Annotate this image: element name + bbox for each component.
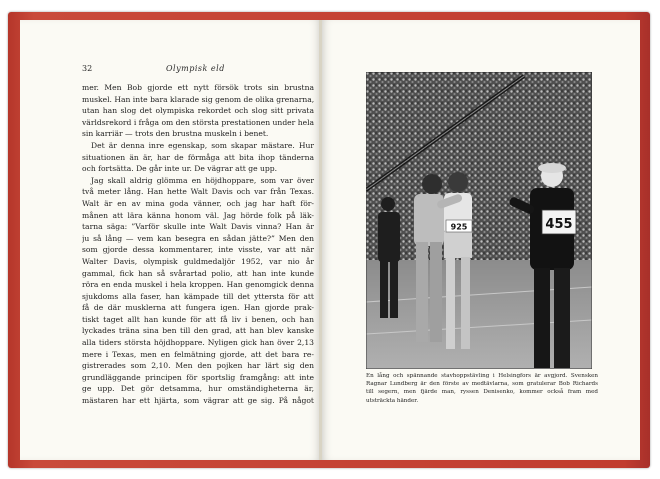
text-line: Jag skall aldrig glömma en höjdhoppare, som var över	[91, 175, 314, 185]
text-line: ge upp. Det gör detsamma, hur omständigheterna är,	[82, 384, 314, 394]
text-line: och fortsätta. De går inte ur. De vägrar att ge upp.	[82, 164, 278, 174]
text-line: mer. Men Bob gjorde ett nytt försök trots sin brustna	[82, 83, 314, 92]
text-line: alla tiders största höjdhoppare. Nyligen gick han över 2,13	[82, 338, 314, 348]
text-line: gistrerades som 2,10. Men den pojken har lärt sig den	[82, 361, 314, 371]
bib-number-right: 455	[545, 217, 573, 232]
text-line: få de där musklerna att fungera igen. Han gjorde prak-	[82, 303, 314, 313]
text-line: Walt är en av mina goda vänner, och jag har haft för-	[82, 198, 314, 208]
text-line: lyckades träna sina ben till den grad, att han blev kanske	[82, 326, 314, 336]
text-line: tarna säga: ”Varför skulle inte Walt Davis vinna? Han är	[82, 222, 314, 232]
bib-number-center: 925	[450, 222, 468, 232]
text-line: världsrekord i fråga om den största prestationen under hela	[82, 117, 314, 127]
left-page	[20, 20, 320, 460]
text-line: utan han slog det olympiska rekordet och slog sitt privata	[82, 106, 314, 116]
text-line: sin karriär — trots den brustna muskeln i benet.	[82, 129, 269, 139]
open-book	[8, 12, 650, 468]
text-line: ju så lång — vem kan besegra en sådan jätte?” Men den	[82, 233, 314, 243]
text-line: månen att lära känna honom väl. Jag hörde folk på läk-	[82, 210, 314, 220]
stadium-photo	[366, 72, 592, 369]
text-line: gammal, fick han så svårartad polio, att han inte kunde	[82, 268, 314, 278]
text-line: Walter Davis, olympisk guldmedaljör 1952, var nio år	[82, 256, 314, 266]
photo-caption	[366, 372, 598, 405]
text-line: muskel. Han inte bara klarade sig genom de olika grenarna,	[82, 94, 314, 104]
running-title: Olympisk eld	[166, 64, 225, 73]
text-line: grundläggande principen för sportslig framgång: att inte	[82, 372, 314, 382]
page-header	[82, 64, 312, 76]
text-line: situationen än är, har de förmåga att bita ihop tänderna	[82, 152, 314, 162]
text-line: röra en enda muskel i hela kroppen. Han genomgick denna	[82, 280, 314, 290]
text-line: mere i Texas, men en felmätning gjorde, att det bara re-	[82, 349, 314, 359]
text-line: två meter lång. Han hette Walt Davis och var från Texas.	[82, 187, 314, 197]
caption-line: Ragnar Lundberg är den förste av medtävlarna, som gratulerar Bob Richards	[366, 381, 598, 388]
right-page	[322, 20, 640, 460]
text-line: Det är denna inre egenskap, som skapar mästare. Hur	[91, 140, 314, 150]
caption-line: till segern, men fjärde man, ryssen Denisenko, kommer också fram med	[366, 389, 598, 396]
body-text	[82, 82, 314, 407]
page-number: 32	[82, 64, 93, 73]
text-line: tiskt taget allt han kunde för att få liv i benen, och han	[82, 314, 314, 324]
text-line: sjukdoms alla faser, han kämpade till det yttersta för att	[82, 291, 314, 301]
caption-line: utsträckta händer.	[366, 397, 419, 404]
text-line: som gjorde dessa kommentarer, inte visste, var att när	[82, 245, 314, 255]
text-line: mästaren har ett hjärta, som vägrar att ge sig. På något	[82, 396, 314, 406]
caption-line: En lång och spännande stavhoppstävling i Helsingfors är avgjord. Svensken	[366, 373, 598, 379]
